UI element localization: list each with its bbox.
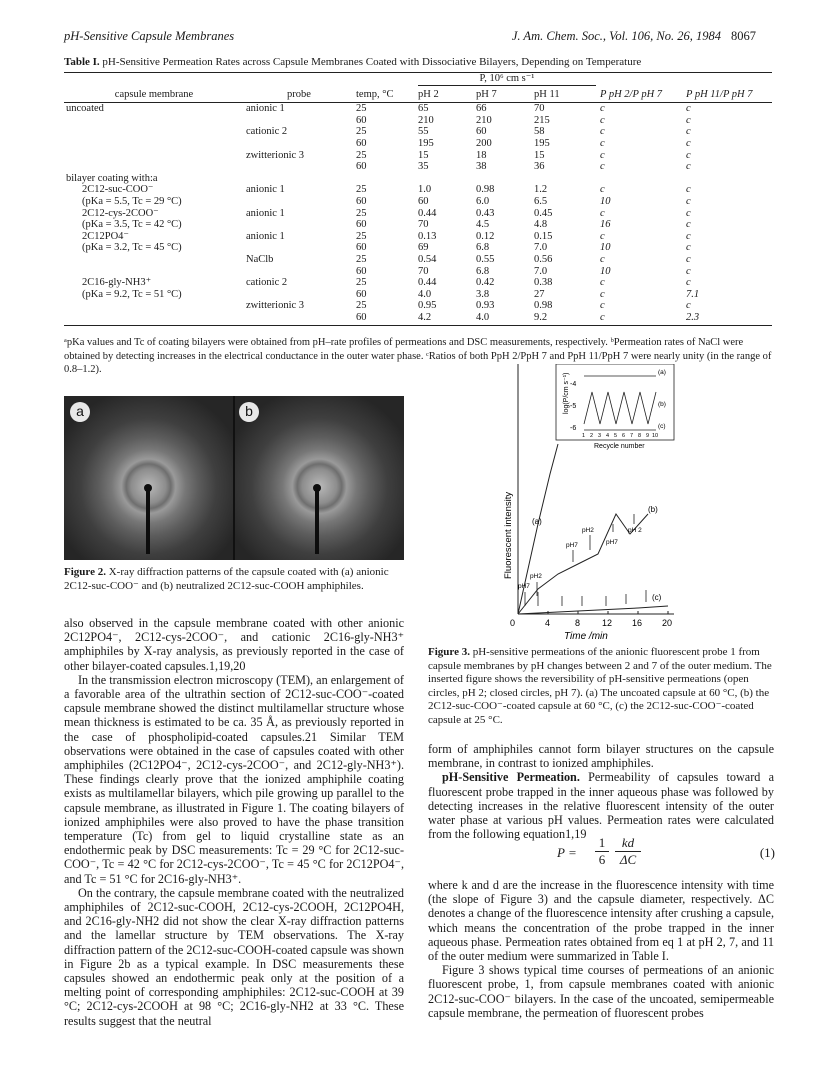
table-cell: 2C12-suc-COO⁻ [82,184,154,196]
table-cell [64,138,244,150]
column-header: capsule membrane [64,86,244,103]
table-cell: (pKa = 9.2, Tc = 51 °C) [82,288,182,300]
table-cell: 60 [418,195,429,207]
table-cell: 6.0 [476,195,490,207]
table-row [64,115,772,127]
table-cell: 6.8 [476,242,490,254]
table-cell [244,266,354,278]
table-row [64,312,772,326]
table-cell: c [600,288,605,300]
table-cell: 25 [356,126,367,138]
table-cell: c [600,149,605,161]
left-paragraph-3: On the contrary, the capsule membrane coated with the neutralized amphiphiles of 2C12-suc-COOH, 2C12-cys-2COOH, 2C12PO4H, and 2C16-gly-NH2 did not show the clear X-ray diffraction patterns and the lamellar structure by TEM observations. The X-ray diffraction pattern of the 2C12-suc-COOH-coated capsule was shown in Figure 2b as a typical example. In DSC measurements these capsules showed an endothermic peak only at the position of a melting point of corresponding amphiphiles: 2C12-suc-COOH at 39 °C; 2C12-cys-2COOH at 98 °C; 2C16-gly-NH2 at 33 °C. These results suggest that the neutral [64,885,404,1028]
table-cell: c [686,265,691,277]
x-axis-label: Time /min [564,631,608,642]
curve-c-arrows [538,590,646,606]
table-cell: 27 [534,288,545,300]
table-cell: 1.0 [418,184,432,196]
equation-fraction-1 [595,835,609,868]
table-cell: 0.45 [534,207,553,219]
table-cell: 2.3 [684,312,772,326]
right-paragraph-4: Figure 3 shows typical time courses of permeations of an anionic fluorescent probe, 1, from capsule membranes coated with anionic 2C12-suc-COO⁻ bilayers. In the case of the uncoated, semipermeable capsule membrane, the permeation of fluorescent probes [428,963,774,1020]
journal-citation: J. Am. Chem. Soc., Vol. 106, No. 26, 1984 [511,29,721,43]
table-cell: 210 [418,114,434,126]
table-row [64,254,772,266]
table-cell: c [600,103,605,115]
table-row [64,289,772,301]
table-cell: 70 [418,265,429,277]
table-cell [244,219,354,231]
table-row [64,277,772,289]
table-cell: 7.0 [534,242,548,254]
table-cell [244,242,354,254]
right-text-column [428,742,774,841]
table-cell: 210 [476,114,492,126]
table-row [64,219,772,231]
table-cell: zwitterionic 3 [246,149,305,161]
table-cell: 4.0 [418,288,432,300]
table-cell: 58 [534,126,545,138]
table-caption-text: pH-Sensitive Permeation Rates across Capsule Membranes Coated with Dissociative Bilayers, Depending on Temperature [102,56,642,68]
right-paragraph-3: where k and d are the increase in the fluorescence intensity with time (the slope of Figure 3) and the capsule diameter, respectively. ΔC denotes a change of the fluorescence intensity after crushing a capsule, which means the concentration of the probe trapped in the inner aqueous phase. Permeation rates obtained from eq 1 at pH 2, 7, and 11 of the outer medium were summarized in Table I. [428,878,774,964]
table-cell: c [686,161,691,173]
table-row [64,208,772,220]
figure2-label: Figure 2. [64,566,106,578]
table-cell: anionic 1 [246,207,285,219]
table-cell: c [686,114,691,126]
table-cell [244,312,354,326]
table-cell: 0.54 [418,253,437,265]
table-cell: 25 [356,207,367,219]
table-cell [64,300,244,312]
left-text-column [64,616,404,1028]
xray-panel-a [64,396,233,560]
svg-text:1: 1 [582,433,586,439]
svg-text:6: 6 [622,433,626,439]
rate-group-header: P, 10⁶ cm s⁻¹ [418,73,596,86]
table-cell [64,150,244,162]
table-cell: 25 [356,277,367,289]
table-cell: 60 [356,242,367,254]
running-header-journal [512,29,756,44]
eq-denominator-1: 6 [598,852,606,867]
column-header: pH 2 [416,86,474,103]
table-cell: c [686,242,691,254]
table-cell: 0.43 [476,207,495,219]
beam-stop-rod-b [315,488,319,554]
table-cell: c [686,277,691,289]
table-cell: 18 [476,149,487,161]
inset-ytick--5: -5 [570,403,577,410]
x-tick-12: 12 [602,618,613,628]
svg-text:3: 3 [598,433,602,439]
table-cell [64,115,244,127]
table-cell: 10 [600,265,611,277]
figure3-caption-text: pH-sensitive permeations of the anionic fluorescent probe 1 from capsule membranes by pH changes between 2 and 7 of the outer medium. The inserted figure shows the reversibility of pH-sensitive permeations (open circles, pH 2; closed circles, pH 7). (a) The uncoated capsule at 60 °C, (b) the 2C12-suc-COO⁻-coated capsule at 60 °C, (c) the 2C12-suc-COO⁻-coated capsule at 25 °C. [428,646,772,726]
table-cell: 200 [476,137,492,149]
table-cell: c [600,161,605,173]
table-cell [64,266,244,278]
table-cell: 1.2 [534,184,548,196]
section-heading: pH-Sensitive Permeation. [442,770,580,785]
table-cell: 60 [476,126,487,138]
y-axis-label: Fluorescent intensity [503,491,514,579]
table-cell: 10 [600,242,611,254]
table-cell [244,289,354,301]
figure3-chart [498,364,678,644]
table-cell: 15 [534,149,545,161]
table-cell: 0.12 [476,230,495,242]
table-cell: 70 [534,103,545,115]
x-tick-8: 8 [575,618,581,628]
table-cell: c [686,195,691,207]
right-paragraph-2-text: Permeability of capsules toward a fluorescent probe trapped in the inner aqueous phase was followed by detecting increases in the relative fluorescent intensity of the outer water phase at various pH values. Permeation rates were calculated from the following equation1,19 [428,770,774,842]
table-row [64,138,772,150]
table-cell: 7.0 [534,265,548,277]
equation-lhs: P = [557,845,577,860]
table-cell: c [600,207,605,219]
column-header: probe [244,86,354,103]
table-row [64,150,772,162]
ph-label-3: pH7 [566,542,578,549]
figure3-svg [498,364,678,644]
x-tick-4: 4 [545,618,551,628]
figure2-caption-text: X-ray diffraction patterns of the capsule coated with (a) anionic 2C12-suc-COO⁻ and (b) neutralized 2C12-suc-COOH amphiphiles. [64,566,389,592]
table-cell: 6.8 [476,265,490,277]
figure2-caption [64,566,404,593]
inset-x-ticks [582,433,658,439]
svg-text:2: 2 [590,433,594,439]
table-cell: 0.93 [476,300,495,312]
table-cell [244,196,354,208]
table-cell: c [600,253,605,265]
table-cell: 195 [534,137,550,149]
table-cell: 2C12-cys-2COO⁻ [82,207,159,219]
table-cell: c [686,207,691,219]
table-caption [64,56,764,68]
curve-c [518,606,668,614]
ph-label-4: pH2 [582,527,594,534]
table-row [64,231,772,243]
table-cell: cationic 2 [246,126,288,138]
table-cell: zwitterionic 3 [246,300,305,312]
right-text-column-2 [428,878,774,1020]
table-cell: 6.5 [534,195,548,207]
inset-x-label: Recycle number [594,443,645,450]
table-row [64,161,772,173]
table-cell: 60 [356,114,367,126]
x-tick-16: 16 [632,618,643,628]
column-header: pH 11 [532,86,598,103]
svg-text:9: 9 [646,433,650,439]
curve-label-c: (c) [652,593,662,602]
table-cell: 60 [356,288,367,300]
table-row [64,196,772,208]
table-cell: c [600,300,605,312]
table-cell: 0.98 [476,184,495,196]
table-cell: 0.44 [418,277,437,289]
table-cell: 3.8 [476,288,490,300]
column-header: pH 7 [474,86,532,103]
table-cell: anionic 1 [246,184,285,196]
table-cell: c [686,103,691,115]
table-label: Table I. [64,56,100,68]
beam-stop-rod-a [146,488,150,554]
table-cell: c [600,126,605,138]
table-cell: 0.95 [418,300,437,312]
column-header: P pH 11/P pH 7 [684,86,772,103]
panel-b-label: b [239,402,259,422]
svg-text:7: 7 [630,433,634,439]
table-cell: 2C16-gly-NH3⁺ [82,277,152,289]
table-cell: 25 [356,184,367,196]
curve-label-a: (a) [532,517,542,526]
table-cell: 70 [418,219,429,231]
table-cell: 25 [356,230,367,242]
table-cell: 60 [356,195,367,207]
left-paragraph-1: also observed in the capsule membrane coated with other anionic 2C12PO4⁻, 2C12-cys-2COO⁻, and cationic 2C16-gly-NH3⁺ amphiphiles by X-ray analysis, as previously reported in the case of other bilayer-coated capsules.1,19,20 [64,616,404,673]
ph-label-6: pH 2 [628,527,642,534]
inset-y-label: log(P/cm s⁻¹) [563,372,570,414]
table-row [64,266,772,278]
table-cell: 9.2 [532,312,598,326]
table-cell: 65 [418,103,429,115]
table-cell [244,173,354,185]
table-cell [416,173,474,185]
eq-numerator-1: 1 [595,835,609,852]
table-cell: 55 [418,126,429,138]
table-cell: c [686,126,691,138]
xray-diffraction-image [64,396,404,560]
table-cell: 35 [418,161,429,173]
table-cell: 0.42 [476,277,495,289]
table-cell [64,312,244,326]
table-cell [64,161,244,173]
table-cell: 215 [534,114,550,126]
table-cell: 195 [418,137,434,149]
table-cell: 36 [534,161,545,173]
table-row [64,300,772,312]
page-number: 8067 [731,29,756,43]
inset-label-b: (b) [658,401,666,408]
table-cell: 4.8 [534,219,548,231]
inset-ytick--6: -6 [570,425,577,432]
table-cell: bilayer coating with:a [66,172,158,184]
table-cell: 60 [354,312,416,326]
svg-text:4: 4 [606,433,610,439]
table-cell: 25 [356,149,367,161]
table-cell: c [600,230,605,242]
table-cell: c [686,300,691,312]
table-row [64,173,772,185]
table-footnotes: ᵃpKa values and Tc of coating bilayers were obtained from pH–rate profiles of permeations and DSC measurements, respectively. ᵇPermeation rates of NaCl were obtained by detecting increases in the electrical conductance in the outer water phase. ᶜRatios of both PpH 2/PpH 7 and PpH 11/PpH 7 were nearly unity (in the range of 0.8–1.2). [64,337,772,375]
table-cell: 16 [600,219,611,231]
ph-label-1: pH7 [518,583,530,590]
table-cell: 10 [600,195,611,207]
table-cell: 69 [418,242,429,254]
table-cell: 4.0 [474,312,532,326]
table-cell: anionic 1 [246,103,285,115]
inset-label-c: (c) [658,423,666,430]
table-cell [684,173,772,185]
table-cell: c [598,312,684,326]
x-tick-0: 0 [510,618,516,628]
table-cell: c [686,184,691,196]
table-cell: 60 [356,137,367,149]
table-cell: anionic 1 [246,230,285,242]
table-cell: c [686,149,691,161]
table-cell: cationic 2 [246,277,288,289]
table-cell: 0.98 [534,300,553,312]
inset-ytick--4: -4 [570,381,577,388]
table-cell: 25 [356,103,367,115]
table-cell: 0.15 [534,230,553,242]
table-cell: 4.2 [416,312,474,326]
table-cell [244,138,354,150]
curve-label-b: (b) [648,505,658,514]
column-header: P pH 2/P pH 7 [598,86,684,103]
equation-number: (1) [759,845,775,860]
table-cell [598,173,684,185]
left-paragraph-2: In the transmission electron microscopy (TEM), an enlargement of a favorable area of the ultrathin section of 2C12-suc-COO⁻-coated capsule membrane showed the distinct multilamellar structure whose mean thickness is estimated to be ca. 35 Å, as previously reported in the case of phospholipid-coated capsules.21 Similar TEM observations were obtained in the case of capsules coated with other amphiphiles (2C12PO4⁻, 2C12-cys-2COO⁻, and 2C12-gly-NH3⁺). These findings clearly prove that the ionized amphiphile coating exists as multilamellar bilayers, which pile growing up parallel to the capsule membrane, as illustrated in Figure 1. The coating bilayers of ionized amphiphiles were also proved to have the phase transition temperature (Tc) from gel to liquid crystalline state as an endothermic peak by DSC measurements: Tc = 29 °C for 2C12-suc-COO⁻, Tc = 42 °C for 2C12-cys-2COO⁻, Tc = 45 °C for 2C12PO4⁻, and Tc = 51 °C for 2C16-gly-NH3⁺. [64,672,404,886]
right-paragraph-1: form of amphiphiles cannot form bilayer structures on the capsule membrane, in contrast to ionized amphiphiles. [428,742,774,771]
table-cell: 60 [356,265,367,277]
table-cell: NaClb [246,253,274,265]
table-cell: 2C12PO4⁻ [82,230,129,242]
table-cell [244,161,354,173]
table-cell: c [686,230,691,242]
table-cell: 25 [356,300,367,312]
column-header: temp, °C [354,86,416,103]
table-cell: uncoated [66,103,104,115]
table-cell [474,173,532,185]
panel-a-label: a [70,402,90,422]
table-cell: c [686,137,691,149]
ph-label-2: pH2 [530,573,542,580]
permeation-table [64,72,772,326]
running-header-title: pH-Sensitive Capsule Membranes [64,29,235,43]
table-cell [532,173,598,185]
table-cell: c [686,253,691,265]
figure3-label: Figure 3. [428,646,470,658]
xray-panel-b [235,396,404,560]
table-cell: (pKa = 5.5, Tc = 29 °C) [82,195,182,207]
table-row [64,103,772,115]
table-cell: 25 [356,253,367,265]
table-cell: 4.5 [476,219,490,231]
table-cell: 0.13 [418,230,437,242]
table-cell: (pKa = 3.2, Tc = 45 °C) [82,242,182,254]
table-cell [244,115,354,127]
equation-fraction-2 [615,835,641,868]
table-cell: 0.56 [534,253,553,265]
table-cell: 0.55 [476,253,495,265]
svg-text:5: 5 [614,433,618,439]
table-row [64,184,772,196]
table-cell: 15 [418,149,429,161]
table-cell [64,126,244,138]
svg-text:8: 8 [638,433,642,439]
table-cell: 7.1 [686,288,700,300]
figure3-caption [428,646,774,727]
table-cell: 0.44 [418,207,437,219]
table-row [64,242,772,254]
eq-denominator-2: ΔC [619,852,637,867]
table-cell: 0.38 [534,277,553,289]
right-paragraph-2 [428,770,774,841]
table-cell: c [600,137,605,149]
table-row [64,126,772,138]
table-cell [64,254,244,266]
table-cell: 38 [476,161,487,173]
eq-numerator-2: kd [615,835,641,852]
table-cell: c [686,219,691,231]
inset-series-b [584,392,656,424]
table-cell: (pKa = 3.5, Tc = 42 °C) [82,219,182,231]
ph-label-5: pH7 [606,539,618,546]
inset-label-a: (a) [658,369,666,376]
table-cell: 66 [476,103,487,115]
x-tick-20: 20 [662,618,673,628]
svg-text:10: 10 [652,433,659,439]
table-cell: 60 [356,161,367,173]
table-cell: c [600,114,605,126]
table-cell [354,173,416,185]
table-cell: c [600,277,605,289]
table-cell: 60 [356,219,367,231]
table-cell: c [600,184,605,196]
